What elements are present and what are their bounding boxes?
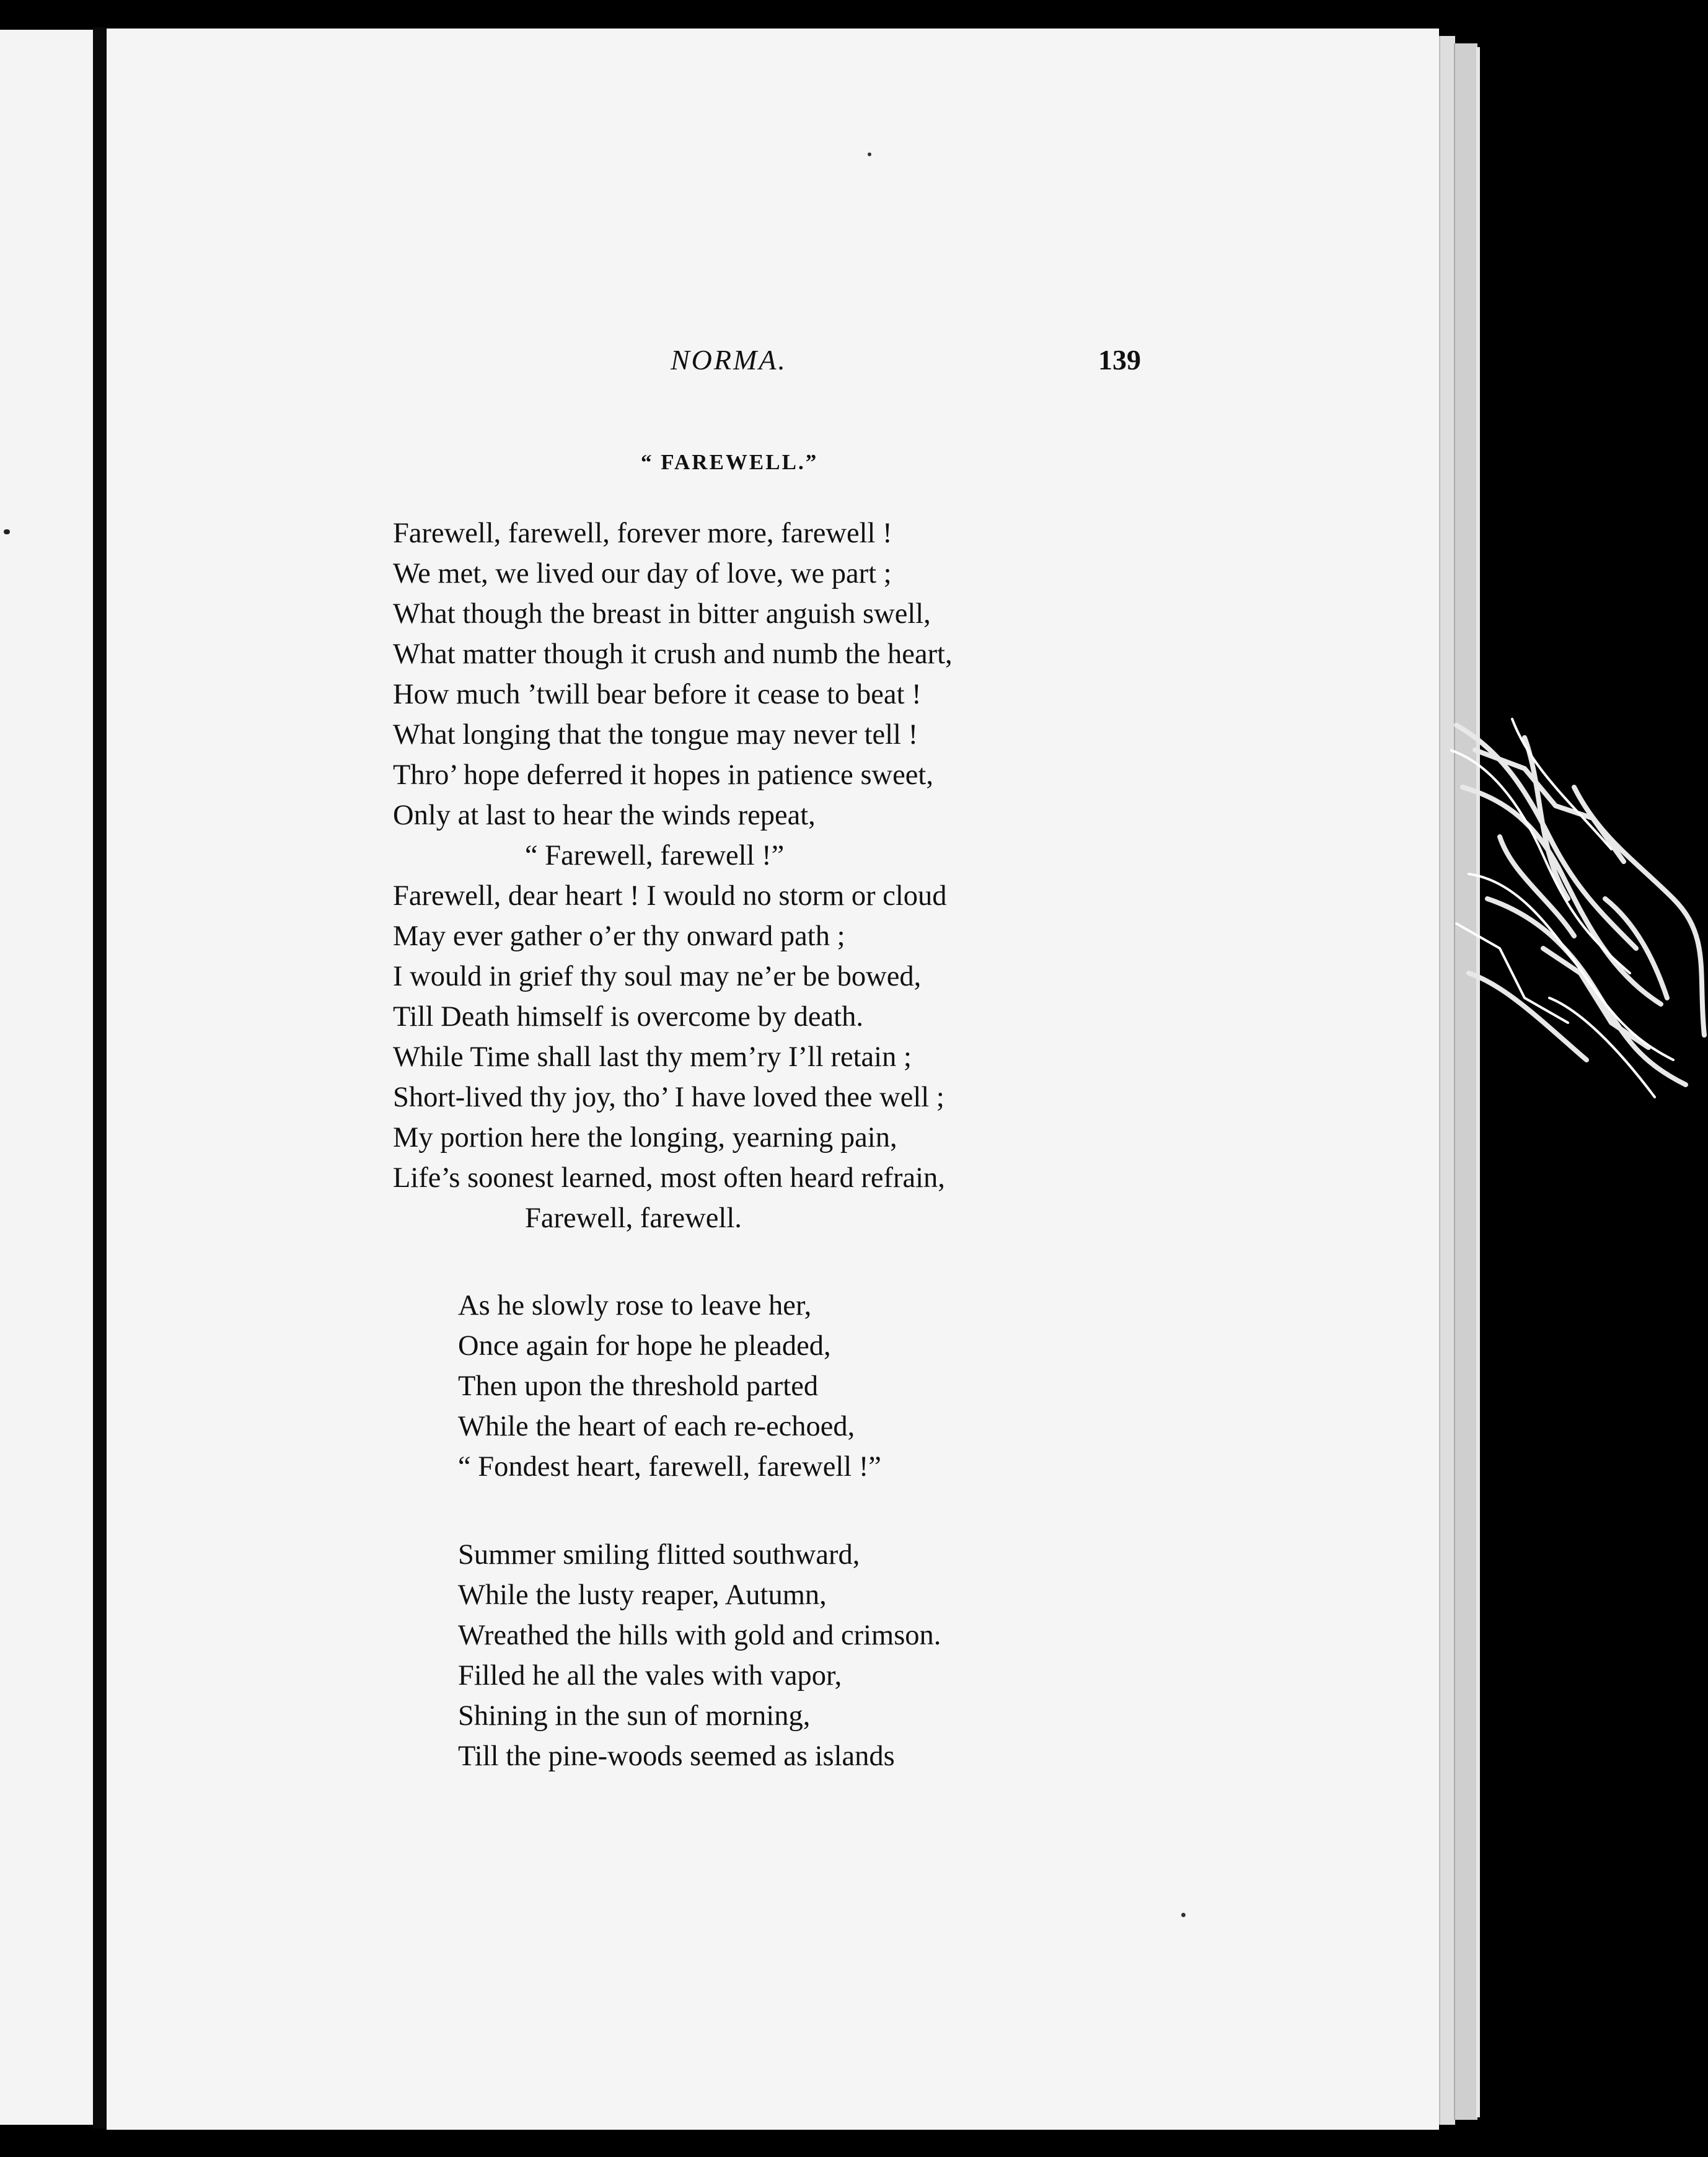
ink-spot [1181,1913,1186,1917]
poem-line: Till Death himself is overcome by death. [393,1001,863,1033]
ink-spot [4,529,10,534]
poem-line: We met, we lived our day of love, we part ; [393,558,892,589]
poem-title: “ FAREWELL.” [641,450,819,474]
poem-line: Farewell, farewell, forever more, farewell ! [393,518,892,549]
poem-line: While Time shall last thy mem’ry I’ll retain ; [393,1041,912,1073]
poem-line: May ever gather o’er thy onward path ; [393,920,845,952]
poem-line: Thro’ hope deferred it hopes in patience sweet, [393,759,933,791]
poem-refrain: Farewell, farewell. [525,1202,742,1234]
poem-line: Short-lived thy joy, tho’ I have loved thee well ; [393,1082,944,1113]
poem-line: What longing that the tongue may never tell ! [393,719,918,751]
narrative-stanza-1 [458,1286,881,1487]
running-header [107,343,1439,381]
narrative-line: Summer smiling flitted southward, [458,1539,860,1571]
narrative-line: As he slowly rose to leave her, [458,1290,812,1321]
poem-body [393,513,953,1238]
book-page [107,29,1439,2130]
poem-line: I would in grief thy soul may ne’er be bowed, [393,961,922,992]
poem-refrain: “ Farewell, farewell !” [525,840,785,871]
book-gutter [93,27,107,2128]
narrative-line: Till the pine-woods seemed as islands [458,1740,895,1772]
poem-line: Life’s soonest learned, most often heard refrain, [393,1162,945,1194]
paper-debris [1450,713,1708,1147]
narrative-line: “ Fondest heart, farewell, farewell !” [458,1451,881,1483]
narrative-line: Then upon the threshold parted [458,1370,819,1402]
poem-line: Farewell, dear heart ! I would no storm or cloud [393,880,947,912]
narrative-line: While the lusty reaper, Autumn, [458,1579,827,1611]
ink-spot [868,152,871,156]
poem-line: Only at last to hear the winds repeat, [393,800,816,831]
left-page-fragment [0,30,93,2125]
page-number: 139 [1098,344,1141,376]
narrative-line: Shining in the sun of morning, [458,1700,811,1732]
narrative-line: Wreathed the hills with gold and crimson. [458,1620,941,1651]
poem-line: What matter though it crush and numb the heart, [393,638,953,670]
narrative-line: While the heart of each re-echoed, [458,1411,855,1442]
narrative-stanza-2 [458,1535,941,1776]
poem-line: What though the breast in bitter anguish swell, [393,598,931,630]
poem-line: How much ’twill bear before it cease to beat ! [393,679,922,710]
narrative-line: Once again for hope he pleaded, [458,1330,831,1362]
narrative-line: Filled he all the vales with vapor, [458,1660,842,1692]
poem-line: My portion here the longing, yearning pain, [393,1122,897,1153]
running-title: NORMA. [671,344,787,376]
